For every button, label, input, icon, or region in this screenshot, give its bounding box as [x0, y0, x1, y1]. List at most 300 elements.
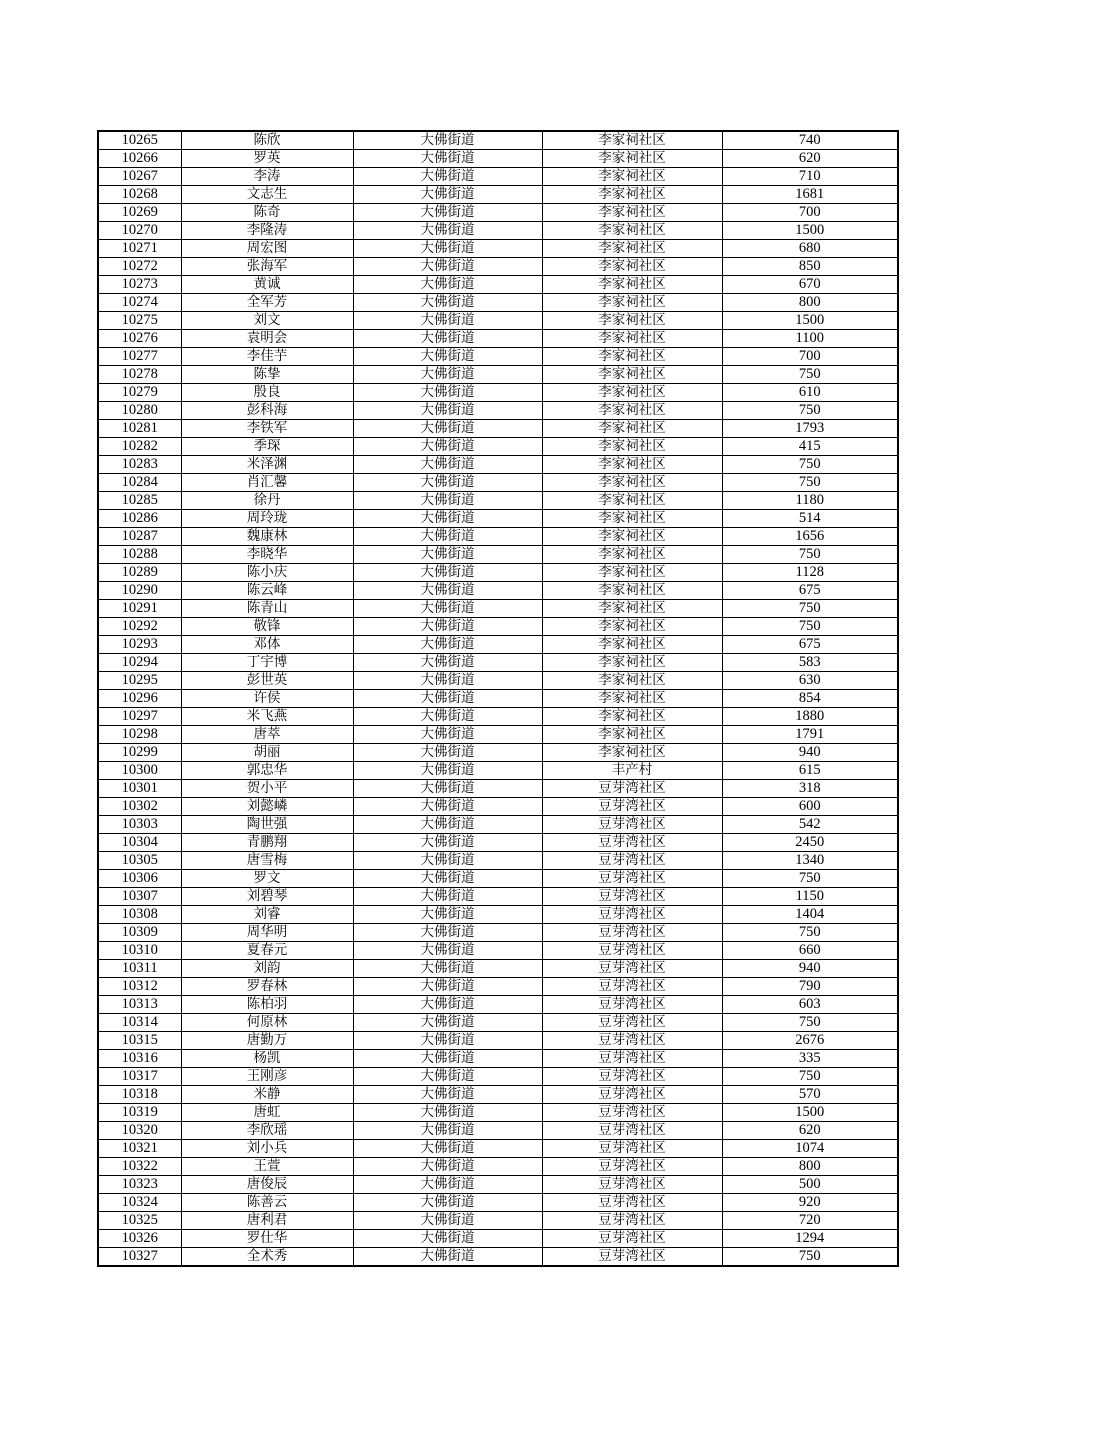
table-row [98, 618, 898, 636]
amount-cell: 750 [722, 1068, 898, 1086]
street-cell: 大佛街道 [353, 1104, 542, 1122]
street-cell: 大佛街道 [353, 240, 542, 258]
street-cell: 大佛街道 [353, 1122, 542, 1140]
records-table [97, 130, 899, 1267]
table-row [98, 852, 898, 870]
amount-cell: 750 [722, 618, 898, 636]
community-cell: 李家祠社区 [542, 150, 722, 168]
amount-cell: 750 [722, 366, 898, 384]
name-cell: 刘小兵 [181, 1140, 353, 1158]
name-cell: 彭科海 [181, 402, 353, 420]
amount-cell: 750 [722, 924, 898, 942]
street-cell: 大佛街道 [353, 1158, 542, 1176]
table-row [98, 978, 898, 996]
record-id-cell: 10271 [98, 240, 181, 258]
name-cell: 米静 [181, 1086, 353, 1104]
table-row [98, 1122, 898, 1140]
amount-cell: 415 [722, 438, 898, 456]
table-row [98, 131, 898, 150]
record-id-cell: 10267 [98, 168, 181, 186]
record-id-cell: 10322 [98, 1158, 181, 1176]
name-cell: 唐虹 [181, 1104, 353, 1122]
street-cell: 大佛街道 [353, 330, 542, 348]
community-cell: 李家祠社区 [542, 168, 722, 186]
community-cell: 李家祠社区 [542, 204, 722, 222]
table-row [98, 1158, 898, 1176]
amount-cell: 850 [722, 258, 898, 276]
street-cell: 大佛街道 [353, 384, 542, 402]
amount-cell: 630 [722, 672, 898, 690]
table-row [98, 996, 898, 1014]
street-cell: 大佛街道 [353, 1050, 542, 1068]
name-cell: 陈小庆 [181, 564, 353, 582]
record-id-cell: 10291 [98, 600, 181, 618]
table-row [98, 294, 898, 312]
name-cell: 李隆涛 [181, 222, 353, 240]
table-row [98, 744, 898, 762]
name-cell: 罗仕华 [181, 1230, 353, 1248]
street-cell: 大佛街道 [353, 348, 542, 366]
amount-cell: 514 [722, 510, 898, 528]
name-cell: 陈奇 [181, 204, 353, 222]
record-id-cell: 10320 [98, 1122, 181, 1140]
table-row [98, 780, 898, 798]
street-cell: 大佛街道 [353, 762, 542, 780]
table-row [98, 708, 898, 726]
street-cell: 大佛街道 [353, 402, 542, 420]
name-cell: 罗春林 [181, 978, 353, 996]
name-cell: 罗文 [181, 870, 353, 888]
amount-cell: 335 [722, 1050, 898, 1068]
amount-cell: 750 [722, 456, 898, 474]
community-cell: 豆芽湾社区 [542, 1194, 722, 1212]
street-cell: 大佛街道 [353, 942, 542, 960]
record-id-cell: 10298 [98, 726, 181, 744]
table-row [98, 1176, 898, 1194]
records-table-body [98, 131, 898, 1266]
amount-cell: 660 [722, 942, 898, 960]
name-cell: 刘韵 [181, 960, 353, 978]
name-cell: 杨凯 [181, 1050, 353, 1068]
record-id-cell: 10274 [98, 294, 181, 312]
table-row [98, 168, 898, 186]
name-cell: 黄诚 [181, 276, 353, 294]
table-row [98, 906, 898, 924]
table-row [98, 600, 898, 618]
amount-cell: 710 [722, 168, 898, 186]
record-id-cell: 10327 [98, 1248, 181, 1267]
community-cell: 李家祠社区 [542, 348, 722, 366]
community-cell: 李家祠社区 [542, 618, 722, 636]
record-id-cell: 10313 [98, 996, 181, 1014]
record-id-cell: 10265 [98, 131, 181, 150]
community-cell: 豆芽湾社区 [542, 1050, 722, 1068]
amount-cell: 603 [722, 996, 898, 1014]
street-cell: 大佛街道 [353, 204, 542, 222]
record-id-cell: 10302 [98, 798, 181, 816]
community-cell: 李家祠社区 [542, 672, 722, 690]
amount-cell: 750 [722, 1248, 898, 1267]
record-id-cell: 10299 [98, 744, 181, 762]
record-id-cell: 10266 [98, 150, 181, 168]
name-cell: 刘文 [181, 312, 353, 330]
street-cell: 大佛街道 [353, 870, 542, 888]
table-row [98, 1032, 898, 1050]
street-cell: 大佛街道 [353, 654, 542, 672]
record-id-cell: 10308 [98, 906, 181, 924]
street-cell: 大佛街道 [353, 510, 542, 528]
name-cell: 陈欣 [181, 131, 353, 150]
street-cell: 大佛街道 [353, 996, 542, 1014]
record-id-cell: 10282 [98, 438, 181, 456]
street-cell: 大佛街道 [353, 582, 542, 600]
name-cell: 陈云峰 [181, 582, 353, 600]
table-row [98, 762, 898, 780]
table-row [98, 1248, 898, 1267]
amount-cell: 1791 [722, 726, 898, 744]
name-cell: 唐俊辰 [181, 1176, 353, 1194]
amount-cell: 1793 [722, 420, 898, 438]
community-cell: 李家祠社区 [542, 312, 722, 330]
amount-cell: 1128 [722, 564, 898, 582]
street-cell: 大佛街道 [353, 564, 542, 582]
amount-cell: 790 [722, 978, 898, 996]
table-row [98, 492, 898, 510]
community-cell: 豆芽湾社区 [542, 942, 722, 960]
amount-cell: 620 [722, 1122, 898, 1140]
street-cell: 大佛街道 [353, 1212, 542, 1230]
table-row [98, 888, 898, 906]
community-cell: 豆芽湾社区 [542, 1032, 722, 1050]
amount-cell: 615 [722, 762, 898, 780]
record-id-cell: 10275 [98, 312, 181, 330]
community-cell: 豆芽湾社区 [542, 1158, 722, 1176]
record-id-cell: 10315 [98, 1032, 181, 1050]
name-cell: 唐萃 [181, 726, 353, 744]
name-cell: 王萱 [181, 1158, 353, 1176]
amount-cell: 750 [722, 474, 898, 492]
name-cell: 李晓华 [181, 546, 353, 564]
street-cell: 大佛街道 [353, 528, 542, 546]
table-row [98, 240, 898, 258]
name-cell: 殷良 [181, 384, 353, 402]
amount-cell: 1681 [722, 186, 898, 204]
street-cell: 大佛街道 [353, 600, 542, 618]
community-cell: 豆芽湾社区 [542, 1086, 722, 1104]
table-row [98, 150, 898, 168]
record-id-cell: 10272 [98, 258, 181, 276]
table-row [98, 1068, 898, 1086]
name-cell: 陈善云 [181, 1194, 353, 1212]
table-row [98, 1140, 898, 1158]
community-cell: 豆芽湾社区 [542, 906, 722, 924]
community-cell: 李家祠社区 [542, 600, 722, 618]
name-cell: 唐勤万 [181, 1032, 353, 1050]
amount-cell: 740 [722, 131, 898, 150]
name-cell: 文志生 [181, 186, 353, 204]
table-row [98, 654, 898, 672]
name-cell: 李涛 [181, 168, 353, 186]
name-cell: 胡丽 [181, 744, 353, 762]
table-row [98, 1194, 898, 1212]
community-cell: 李家祠社区 [542, 258, 722, 276]
table-row [98, 834, 898, 852]
record-id-cell: 10293 [98, 636, 181, 654]
record-id-cell: 10325 [98, 1212, 181, 1230]
table-row [98, 348, 898, 366]
community-cell: 李家祠社区 [542, 222, 722, 240]
name-cell: 何原林 [181, 1014, 353, 1032]
record-id-cell: 10301 [98, 780, 181, 798]
amount-cell: 600 [722, 798, 898, 816]
community-cell: 李家祠社区 [542, 546, 722, 564]
street-cell: 大佛街道 [353, 906, 542, 924]
street-cell: 大佛街道 [353, 978, 542, 996]
name-cell: 全军芳 [181, 294, 353, 312]
table-row [98, 474, 898, 492]
record-id-cell: 10268 [98, 186, 181, 204]
street-cell: 大佛街道 [353, 672, 542, 690]
amount-cell: 750 [722, 1014, 898, 1032]
community-cell: 李家祠社区 [542, 384, 722, 402]
amount-cell: 610 [722, 384, 898, 402]
name-cell: 陶世强 [181, 816, 353, 834]
amount-cell: 680 [722, 240, 898, 258]
street-cell: 大佛街道 [353, 492, 542, 510]
community-cell: 李家祠社区 [542, 492, 722, 510]
table-row [98, 582, 898, 600]
community-cell: 李家祠社区 [542, 294, 722, 312]
name-cell: 袁明会 [181, 330, 353, 348]
amount-cell: 675 [722, 582, 898, 600]
community-cell: 李家祠社区 [542, 582, 722, 600]
table-row [98, 330, 898, 348]
amount-cell: 1074 [722, 1140, 898, 1158]
street-cell: 大佛街道 [353, 150, 542, 168]
amount-cell: 700 [722, 348, 898, 366]
name-cell: 唐利君 [181, 1212, 353, 1230]
amount-cell: 700 [722, 204, 898, 222]
record-id-cell: 10304 [98, 834, 181, 852]
community-cell: 豆芽湾社区 [542, 1176, 722, 1194]
table-row [98, 438, 898, 456]
record-id-cell: 10319 [98, 1104, 181, 1122]
record-id-cell: 10312 [98, 978, 181, 996]
amount-cell: 1340 [722, 852, 898, 870]
street-cell: 大佛街道 [353, 420, 542, 438]
record-id-cell: 10284 [98, 474, 181, 492]
name-cell: 季琛 [181, 438, 353, 456]
name-cell: 陈挚 [181, 366, 353, 384]
community-cell: 豆芽湾社区 [542, 1014, 722, 1032]
table-row [98, 258, 898, 276]
street-cell: 大佛街道 [353, 726, 542, 744]
community-cell: 李家祠社区 [542, 330, 722, 348]
street-cell: 大佛街道 [353, 312, 542, 330]
name-cell: 徐丹 [181, 492, 353, 510]
community-cell: 豆芽湾社区 [542, 1122, 722, 1140]
table-row [98, 276, 898, 294]
record-id-cell: 10276 [98, 330, 181, 348]
record-id-cell: 10288 [98, 546, 181, 564]
amount-cell: 542 [722, 816, 898, 834]
community-cell: 李家祠社区 [542, 366, 722, 384]
record-id-cell: 10289 [98, 564, 181, 582]
name-cell: 魏康林 [181, 528, 353, 546]
record-id-cell: 10269 [98, 204, 181, 222]
table-row [98, 1212, 898, 1230]
street-cell: 大佛街道 [353, 834, 542, 852]
community-cell: 李家祠社区 [542, 528, 722, 546]
community-cell: 豆芽湾社区 [542, 1230, 722, 1248]
community-cell: 豆芽湾社区 [542, 852, 722, 870]
table-row [98, 528, 898, 546]
record-id-cell: 10303 [98, 816, 181, 834]
table-row [98, 1014, 898, 1032]
street-cell: 大佛街道 [353, 222, 542, 240]
record-id-cell: 10324 [98, 1194, 181, 1212]
community-cell: 李家祠社区 [542, 708, 722, 726]
amount-cell: 1294 [722, 1230, 898, 1248]
name-cell: 周玲珑 [181, 510, 353, 528]
street-cell: 大佛街道 [353, 888, 542, 906]
record-id-cell: 10270 [98, 222, 181, 240]
community-cell: 豆芽湾社区 [542, 978, 722, 996]
record-id-cell: 10278 [98, 366, 181, 384]
record-id-cell: 10307 [98, 888, 181, 906]
amount-cell: 1180 [722, 492, 898, 510]
table-row [98, 186, 898, 204]
amount-cell: 1656 [722, 528, 898, 546]
community-cell: 丰产村 [542, 762, 722, 780]
community-cell: 豆芽湾社区 [542, 798, 722, 816]
table-row [98, 1050, 898, 1068]
street-cell: 大佛街道 [353, 1068, 542, 1086]
community-cell: 李家祠社区 [542, 438, 722, 456]
name-cell: 米泽渊 [181, 456, 353, 474]
street-cell: 大佛街道 [353, 636, 542, 654]
name-cell: 陈柏羽 [181, 996, 353, 1014]
record-id-cell: 10297 [98, 708, 181, 726]
name-cell: 周宏图 [181, 240, 353, 258]
amount-cell: 675 [722, 636, 898, 654]
table-row [98, 546, 898, 564]
name-cell: 夏春元 [181, 942, 353, 960]
name-cell: 刘睿 [181, 906, 353, 924]
name-cell: 李佳芋 [181, 348, 353, 366]
table-row [98, 384, 898, 402]
street-cell: 大佛街道 [353, 258, 542, 276]
record-id-cell: 10280 [98, 402, 181, 420]
amount-cell: 720 [722, 1212, 898, 1230]
record-id-cell: 10277 [98, 348, 181, 366]
table-row [98, 312, 898, 330]
street-cell: 大佛街道 [353, 852, 542, 870]
amount-cell: 920 [722, 1194, 898, 1212]
amount-cell: 800 [722, 294, 898, 312]
amount-cell: 1880 [722, 708, 898, 726]
table-row [98, 960, 898, 978]
street-cell: 大佛街道 [353, 960, 542, 978]
name-cell: 米飞燕 [181, 708, 353, 726]
record-id-cell: 10281 [98, 420, 181, 438]
amount-cell: 1150 [722, 888, 898, 906]
name-cell: 王刚彦 [181, 1068, 353, 1086]
street-cell: 大佛街道 [353, 924, 542, 942]
name-cell: 周华明 [181, 924, 353, 942]
community-cell: 李家祠社区 [542, 744, 722, 762]
street-cell: 大佛街道 [353, 474, 542, 492]
record-id-cell: 10305 [98, 852, 181, 870]
street-cell: 大佛街道 [353, 366, 542, 384]
record-id-cell: 10306 [98, 870, 181, 888]
street-cell: 大佛街道 [353, 1248, 542, 1267]
record-id-cell: 10273 [98, 276, 181, 294]
table-row [98, 942, 898, 960]
street-cell: 大佛街道 [353, 438, 542, 456]
street-cell: 大佛街道 [353, 186, 542, 204]
name-cell: 李铁军 [181, 420, 353, 438]
street-cell: 大佛街道 [353, 816, 542, 834]
amount-cell: 940 [722, 744, 898, 762]
community-cell: 豆芽湾社区 [542, 834, 722, 852]
table-row [98, 204, 898, 222]
community-cell: 豆芽湾社区 [542, 780, 722, 798]
street-cell: 大佛街道 [353, 131, 542, 150]
record-id-cell: 10321 [98, 1140, 181, 1158]
community-cell: 李家祠社区 [542, 564, 722, 582]
community-cell: 豆芽湾社区 [542, 924, 722, 942]
record-id-cell: 10286 [98, 510, 181, 528]
street-cell: 大佛街道 [353, 168, 542, 186]
community-cell: 豆芽湾社区 [542, 1140, 722, 1158]
record-id-cell: 10300 [98, 762, 181, 780]
table-row [98, 636, 898, 654]
community-cell: 豆芽湾社区 [542, 1104, 722, 1122]
amount-cell: 670 [722, 276, 898, 294]
community-cell: 李家祠社区 [542, 636, 722, 654]
street-cell: 大佛街道 [353, 1176, 542, 1194]
community-cell: 李家祠社区 [542, 276, 722, 294]
table-row [98, 1230, 898, 1248]
table-row [98, 510, 898, 528]
amount-cell: 854 [722, 690, 898, 708]
table-row [98, 456, 898, 474]
amount-cell: 620 [722, 150, 898, 168]
street-cell: 大佛街道 [353, 276, 542, 294]
table-row [98, 1086, 898, 1104]
amount-cell: 583 [722, 654, 898, 672]
table-row [98, 798, 898, 816]
community-cell: 豆芽湾社区 [542, 816, 722, 834]
community-cell: 李家祠社区 [542, 510, 722, 528]
name-cell: 罗英 [181, 150, 353, 168]
street-cell: 大佛街道 [353, 456, 542, 474]
community-cell: 李家祠社区 [542, 240, 722, 258]
community-cell: 李家祠社区 [542, 402, 722, 420]
community-cell: 豆芽湾社区 [542, 996, 722, 1014]
record-id-cell: 10318 [98, 1086, 181, 1104]
street-cell: 大佛街道 [353, 798, 542, 816]
amount-cell: 318 [722, 780, 898, 798]
community-cell: 豆芽湾社区 [542, 1068, 722, 1086]
community-cell: 李家祠社区 [542, 186, 722, 204]
table-row [98, 366, 898, 384]
record-id-cell: 10309 [98, 924, 181, 942]
table-row [98, 420, 898, 438]
table-row [98, 222, 898, 240]
amount-cell: 500 [722, 1176, 898, 1194]
